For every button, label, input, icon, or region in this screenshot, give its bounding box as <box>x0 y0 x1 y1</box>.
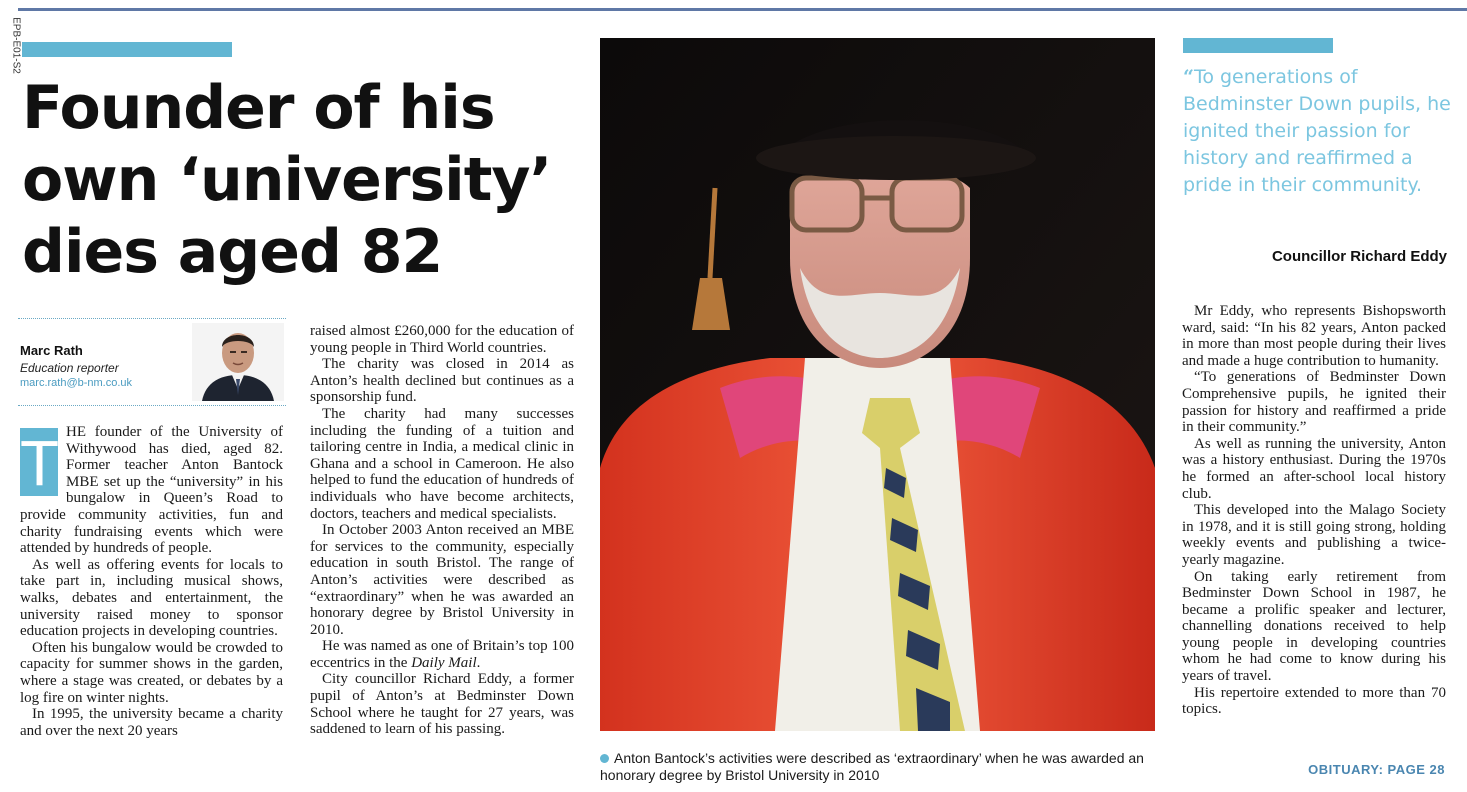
byline-role: Education reporter <box>20 361 119 375</box>
pull-quote <box>1183 64 1453 199</box>
quote-mark: “ <box>1183 66 1194 88</box>
continued-link[interactable]: OBITUARY: PAGE 28 <box>1308 762 1445 777</box>
byline <box>18 318 286 406</box>
paragraph-text: He was named as one of Britain’s top 100 eccentrics in the <box>310 638 574 671</box>
paragraph: The charity was closed in 2014 as Anton’s health declined but continues as a sponsorship fund. <box>310 356 574 406</box>
paragraph: As well as running the university, Anton was a history enthusiast. During the 1970s he formed an after-school local history club. <box>1182 435 1446 502</box>
article-column-3 <box>1182 303 1446 718</box>
pull-quote-attribution: Councillor Richard Eddy <box>1271 248 1447 265</box>
paragraph: The charity had many successes including the funding of a tuition and tailoring centre in India, a medical clinic in Ghana and a school in Cameroon. He also helped to fund the education of hundreds of individuals who have become architects, doctors, teachers and medical specialists. <box>310 405 574 522</box>
paragraph: On taking early retirement from Bedminster Down School in 1987, he became a prolific speaker and lecturer, channelling donations received to help young people in developing countries whom he had come to know during his years of travel. <box>1182 568 1446 685</box>
byline-email[interactable]: marc.rath@b-nm.co.uk <box>20 377 133 389</box>
paragraph-text: . <box>476 654 481 671</box>
drop-cap: T <box>20 427 60 499</box>
caption-bullet-icon <box>600 754 609 763</box>
paragraph: His repertoire extended to more than 70 topics. <box>1182 684 1446 718</box>
headline: Founder of his own ‘university’ dies aged 82 <box>22 73 552 287</box>
paragraph <box>20 424 283 557</box>
portrait-photo <box>600 38 1155 731</box>
byline-name: Marc Rath <box>20 343 83 358</box>
pull-quote-text: To generations of Bedminster Down pupils, he ignited their passion for history and reaffirmed a pride in their community. <box>1183 66 1451 196</box>
paragraph-text: HE founder of the University of Withywood has died, aged 82. Former teacher Anton Bantock MBE set up the “university” in his bungalow in Queen’s Road to provide community activities, fun and charity fundraising events which were attended by hundreds of people. <box>20 424 283 557</box>
paragraph: Mr Eddy, who represents Bishopsworth ward, said: “In his 82 years, Anton packed in more than most people during their lives and made a huge contribution to humanity. <box>1182 303 1446 369</box>
section-tag-bar <box>22 42 232 57</box>
paragraph: This developed into the Malago Society in 1978, and it is still going strong, holding weekly events and publishing a twice-yearly magazine. <box>1182 502 1446 568</box>
paragraph <box>310 638 574 671</box>
paragraph: In October 2003 Anton received an MBE for services to the community, especially education in south Bristol. The range of Anton’s activities were described as “extraordinary” when he was awarded an honorary degree by Bristol University in 2010. <box>310 522 574 638</box>
page-code: EPB-E01-S2 <box>10 17 22 74</box>
paragraph: raised almost £260,000 for the education of young people in Third World countries. <box>310 323 574 356</box>
paragraph: In 1995, the university became a charity and over the next 20 years <box>20 706 283 739</box>
paragraph: As well as offering events for locals to take part in, including musical shows, walks, debates and entertainment, the university raised money to sponsor education projects in developing countries. <box>20 556 283 640</box>
paragraph: Often his bungalow would be crowded to capacity for summer shows in the garden, where a stage was created, or debates by a log fire on winter nights. <box>20 639 283 706</box>
paragraph: City councillor Richard Eddy, a former pupil of Anton’s at Bedminster Down School where he taught for 27 years, was saddened to learn of his passing. <box>310 671 574 738</box>
photo-caption <box>600 750 1160 784</box>
publication-name: Daily Mail <box>411 654 477 671</box>
top-rule <box>18 8 1467 11</box>
paragraph: “To generations of Bedminster Down Comprehensive pupils, he ignited their passion for history and reaffirmed a pride in their community.” <box>1182 369 1446 436</box>
author-photo <box>192 323 284 401</box>
article-column-1 <box>20 424 283 739</box>
caption-text: Anton Bantock’s activities were described as ‘extraordinary’ when he was awarded an honorary degree by Bristol University in 2010 <box>600 750 1144 783</box>
article-column-2 <box>310 323 574 738</box>
quote-tag-bar <box>1183 38 1333 53</box>
